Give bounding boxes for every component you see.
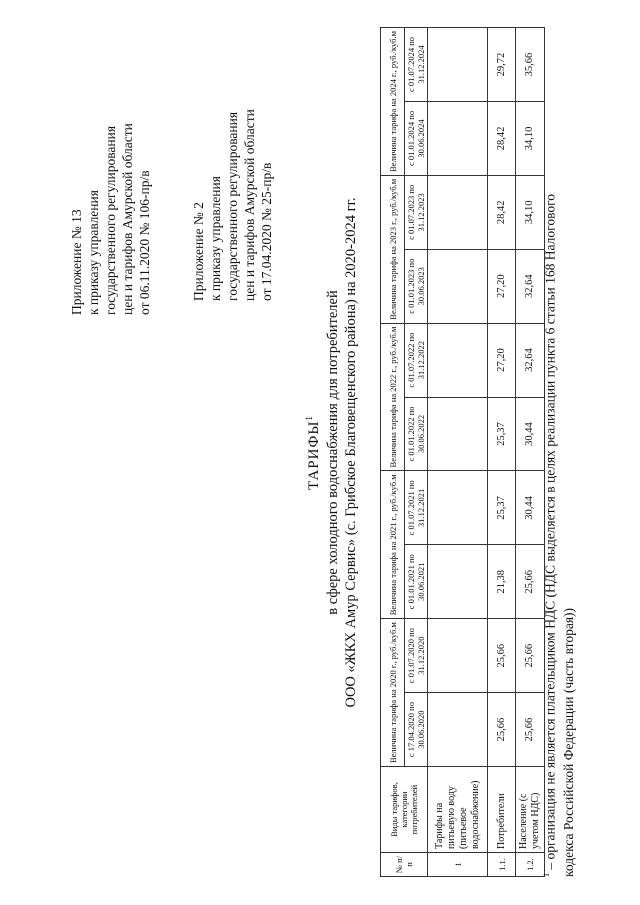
row-category: Население (с учетом НДС): [516, 767, 545, 853]
tariff-value: 28,42: [488, 101, 516, 175]
appendix-line: Приложение № 13: [69, 209, 84, 315]
tariff-value: 27,20: [488, 323, 516, 397]
footnote-line: кодекса Российской Федерации (часть вторая)): [560, 607, 576, 877]
appendix-2-block: [190, 109, 275, 301]
header-period: с 01.01.2021 по 30.06.2021: [405, 545, 428, 619]
header-period: с 01.07.2024 по 31.12.2024: [405, 28, 428, 102]
header-year: Величина тарифа на 2022 г., руб./куб.м: [381, 323, 405, 471]
header-period: с 01.07.2021 по 31.12.2021: [405, 471, 428, 545]
tariff-value: 30,44: [516, 397, 545, 471]
appendix-line: государственного регулирования: [103, 125, 118, 315]
tariff-value: 29,72: [488, 28, 516, 102]
table-row: [488, 28, 516, 877]
tariff-value: 28,42: [488, 175, 516, 249]
tariff-value: 25,66: [516, 545, 545, 619]
header-period: с 01.07.2022 по 31.12.2022: [405, 323, 428, 397]
header-period: с 01.01.2023 по 30.06.2023: [405, 249, 428, 323]
appendix-line: Приложение № 2: [191, 202, 206, 301]
tariff-value: 32,64: [516, 249, 545, 323]
document-title: [300, 0, 324, 905]
tariff-table: [380, 27, 545, 877]
header-no: № п/п: [381, 853, 428, 877]
header-year: Величина тарифа на 2024 г., руб./куб.м: [381, 28, 405, 176]
tariff-value: 34,10: [516, 175, 545, 249]
appendix-line: от 17.04.2020 № 25-пр/в: [259, 162, 274, 301]
table-period-row: [405, 28, 428, 877]
row-no: 1: [428, 853, 488, 877]
appendix-line: цен и тарифов Амурской области: [120, 123, 135, 315]
footnote-mark: 1: [542, 873, 551, 877]
tariff-value: 25,37: [488, 471, 516, 545]
appendix-13-block: [68, 123, 153, 315]
title-subtitle: в сфере холодного водоснабжения для потребителей: [325, 290, 341, 615]
tariff-value: 21,38: [488, 545, 516, 619]
tariff-value: 35,66: [516, 28, 545, 102]
title-organization: ООО «ЖКХ Амур Сервис» (с. Грибское Благовещенского района) на 2020-2024 гг.: [343, 197, 359, 708]
header-period: с 01.07.2020 по 31.12.2020: [405, 619, 428, 693]
row-category: Потребители: [488, 767, 516, 853]
header-period: с 01.07.2023 по 31.12.2023: [405, 175, 428, 249]
header-year: Величина тарифа на 2020 г., руб./куб.м: [381, 619, 405, 767]
tariff-value: 27,20: [488, 249, 516, 323]
row-category: Тарифы на питьевую воду (питьевое водоснабжение): [428, 767, 488, 853]
table-header-row: [381, 28, 405, 877]
appendix-line: цен и тарифов Амурской области: [242, 109, 257, 301]
title-block: [300, 0, 360, 905]
tariff-value: 25,66: [516, 619, 545, 693]
tariff-value: 25,66: [516, 693, 545, 767]
header-period: с 17.04.2020 по 30.06.2020: [405, 693, 428, 767]
footnote: [538, 17, 578, 877]
header-period: с 01.01.2022 по 30.06.2022: [405, 397, 428, 471]
appendix-line: от 06.11.2020 № 106-пр/в: [137, 170, 152, 315]
header-type: Виды тарифов, категории потребителей: [381, 767, 428, 853]
tariff-value: 32,64: [516, 323, 545, 397]
row-no: 1.2.: [516, 853, 545, 877]
title-footnote-mark: 1: [304, 415, 314, 421]
appendix-line: государственного регулирования: [225, 111, 240, 301]
appendix-line: к приказу управления: [86, 190, 101, 315]
footnote-line: [538, 17, 560, 877]
header-year: Величина тарифа на 2021 г., руб./куб.м: [381, 471, 405, 619]
header-year: Величина тарифа на 2023 г., руб./куб.м: [381, 175, 405, 323]
appendix-line: к приказу управления: [208, 176, 223, 301]
row-no: 1.1.: [488, 853, 516, 877]
tariff-value: 34,10: [516, 101, 545, 175]
title-text: ТАРИФЫ: [306, 420, 322, 490]
tariff-value: 25,66: [488, 619, 516, 693]
tariff-value: 25,66: [488, 693, 516, 767]
header-period: с 01.01.2024 по 30.06.2024: [405, 101, 428, 175]
tariff-value: 30,44: [516, 471, 545, 545]
tariff-value: 25,37: [488, 397, 516, 471]
table-row-group: [428, 28, 488, 877]
footnote-text: – организация не является плательщиком НДС (НДС выделяется в целях реализации пункта 6 статьи 168 Налогового: [542, 193, 558, 873]
